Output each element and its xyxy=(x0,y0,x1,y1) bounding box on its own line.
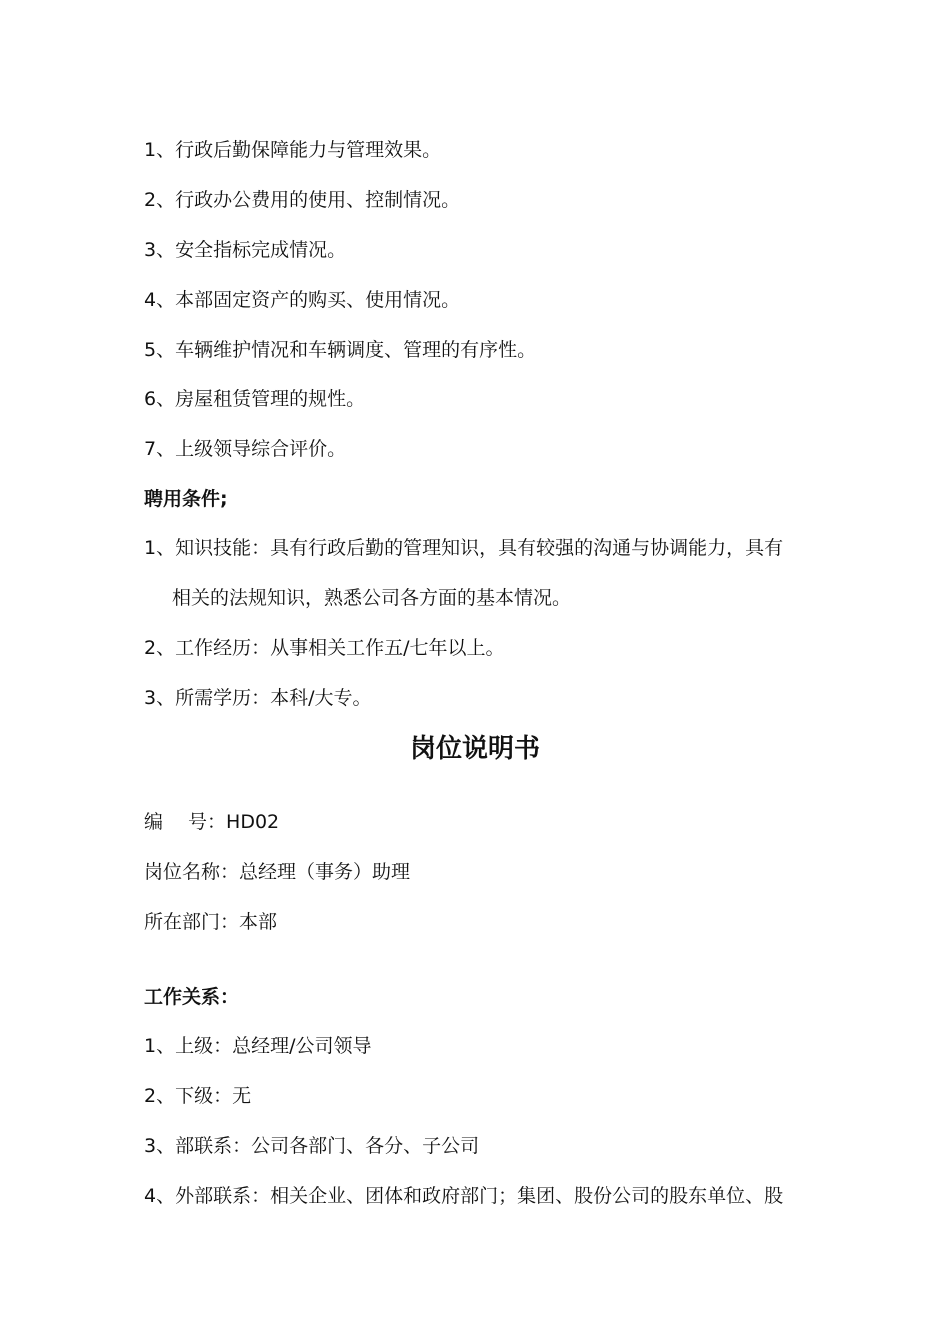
position-name: 岗位名称：总经理（事务）助理 xyxy=(144,861,411,883)
evaluation-item-3: 3、安全指标完成情况。 xyxy=(144,239,347,261)
relations-item-1: 1、上级：总经理/公司领导 xyxy=(144,1035,372,1057)
relations-item-4: 4、外部联系：相关企业、团体和政府部门；集团、股份公司的股东单位、股 xyxy=(144,1185,784,1207)
document-title: 岗位说明书 xyxy=(409,734,540,764)
job-number: 编 号：HD02 xyxy=(144,811,280,833)
evaluation-item-5: 5、车辆维护情况和车辆调度、管理的有序性。 xyxy=(144,339,537,361)
evaluation-item-1: 1、行政后勤保障能力与管理效果。 xyxy=(144,139,442,161)
department: 所在部门：本部 xyxy=(144,911,278,933)
hiring-item-1-continued: 相关的法规知识，熟悉公司各方面的基本情况。 xyxy=(172,587,572,609)
hiring-heading: 聘用条件; xyxy=(144,488,228,510)
hiring-item-1: 1、知识技能：具有行政后勤的管理知识，具有较强的沟通与协调能力，具有 xyxy=(144,537,784,559)
evaluation-item-6: 6、房屋租赁管理的规性。 xyxy=(144,388,366,410)
relations-heading: 工作关系： xyxy=(144,986,240,1008)
evaluation-item-2: 2、行政办公费用的使用、控制情况。 xyxy=(144,189,461,211)
evaluation-item-7: 7、上级领导综合评价。 xyxy=(144,438,347,460)
hiring-item-2: 2、工作经历：从事相关工作五/七年以上。 xyxy=(144,637,505,659)
relations-item-2: 2、下级：无 xyxy=(144,1085,252,1107)
evaluation-item-4: 4、本部固定资产的购买、使用情况。 xyxy=(144,289,461,311)
hiring-item-3: 3、所需学历：本科/大专。 xyxy=(144,687,372,709)
relations-item-3: 3、部联系：公司各部门、各分、子公司 xyxy=(144,1135,480,1157)
